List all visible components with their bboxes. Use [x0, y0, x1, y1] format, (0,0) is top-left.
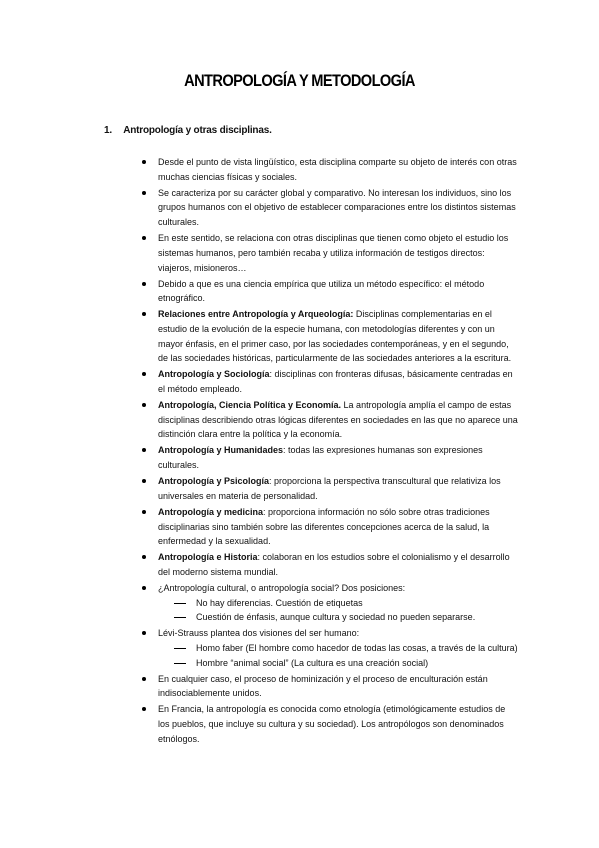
list-item	[139, 186, 519, 230]
sub-list	[158, 641, 519, 670]
list-item-text: Lévi-Strauss plantea dos visiones del ser humano:	[158, 628, 360, 639]
list-item-text: ¿Antropología cultural, o antropología social? Dos posiciones:	[158, 582, 406, 593]
list-item-text: Debido a que es una ciencia empírica que utiliza un método específico: el método etnográfico.	[158, 278, 485, 304]
list-item-text: : proporciona la perspectiva transcultural que relativiza los universales en materia de personalidad.	[158, 476, 501, 501]
bullet-dot-icon	[142, 707, 146, 711]
sub-list	[158, 596, 519, 625]
dash-bullet-icon	[174, 603, 186, 604]
bullet-dot-icon	[142, 403, 146, 407]
list-item-bold-term: Antropología y medicina	[158, 506, 264, 517]
list-item	[139, 581, 519, 625]
list-item-text: : disciplinas con fronteras difusas, básicamente centradas en el método empleado.	[158, 369, 513, 395]
bullet-dot-icon	[142, 631, 146, 635]
bullet-list	[139, 155, 519, 748]
list-item	[139, 231, 519, 275]
list-item	[139, 367, 519, 396]
bullet-dot-icon	[142, 586, 146, 590]
list-item-text: Se caracteriza por su carácter global y comparativo. No interesan los individuos, sino los grupos humanos con el objetivo de establecer comparaciones entre los distintos sistemas culturales.	[158, 187, 516, 228]
list-item-text: En Francia, la antropología es conocida como etnología (etimológicamente estudios de los pueblos, que incluye su cultura y su sociedad). Los antropólogos son denominados etnólogos.	[158, 704, 506, 744]
list-item-text: Disciplinas complementarias en el estudio de la evolución de la especie humana, con metodologías diferentes y con un mayor énfasis, en el primer caso, por las sociedades contemporáneas, y en el segundo, de las sociedades históricas, particularmente de las sociedades anteriores a la escritura.	[158, 309, 512, 364]
bullet-dot-icon	[142, 510, 146, 514]
list-item-bold-term: Antropología, Ciencia Política y Economía.	[158, 400, 342, 411]
section-heading	[104, 125, 272, 136]
sub-list-item-text: Cuestión de énfasis, aunque cultura y sociedad no pueden separarse.	[196, 612, 476, 623]
bullet-dot-icon	[142, 555, 146, 559]
sub-list-item	[158, 641, 519, 656]
dash-bullet-icon	[174, 617, 186, 618]
bullet-dot-icon	[142, 479, 146, 483]
list-item	[139, 307, 519, 366]
list-item-text: En este sentido, se relaciona con otras disciplinas que tienen como objeto el estudio los sistemas humanos, pero también recaba y utiliza información de testigos directos: viajeros, misioneros…	[158, 233, 509, 273]
list-item	[139, 672, 519, 701]
sub-list-item-text: Hombre “animal social” (La cultura es una creación social)	[196, 657, 429, 668]
bullet-dot-icon	[142, 236, 146, 240]
list-item	[139, 443, 519, 472]
list-item-text: La antropología amplía el campo de estas disciplinas describiendo otras lógicas diferentes en sociedades en las que no aparece una distinción clara entre la política y la economía.	[158, 400, 518, 440]
section-number: 1.	[104, 125, 112, 136]
list-item-bold-term: Antropología e Historia	[158, 552, 258, 563]
section-heading-text: Antropología y otras disciplinas.	[123, 125, 272, 136]
list-item	[139, 155, 519, 184]
list-item	[139, 702, 519, 746]
list-item	[139, 505, 519, 549]
list-item-text: : todas las expresiones humanas son expresiones culturales.	[158, 445, 483, 471]
sub-list-item	[158, 596, 519, 611]
dash-bullet-icon	[174, 663, 186, 664]
sub-list-item-text: Homo faber (El hombre como hacedor de todas las cosas, a través de la cultura)	[196, 643, 518, 654]
list-item	[139, 277, 519, 306]
list-item-bold-term: Antropología y Sociología	[158, 369, 270, 380]
bullet-dot-icon	[142, 448, 146, 452]
dash-bullet-icon	[174, 648, 186, 649]
list-item-text: : colaboran en los estudios sobre el colonialismo y el desarrollo del moderno sistema mundial.	[158, 552, 510, 577]
bullet-dot-icon	[142, 282, 146, 286]
bullet-dot-icon	[142, 160, 146, 164]
bullet-dot-icon	[142, 191, 146, 195]
list-item-bold-term: Antropología y Humanidades	[158, 445, 284, 456]
sub-list-item	[158, 656, 519, 671]
list-item	[139, 398, 519, 442]
bullet-dot-icon	[142, 677, 146, 681]
list-item	[139, 626, 519, 670]
bullet-dot-icon	[142, 372, 146, 376]
list-item-text: : proporciona información no sólo sobre otras tradiciones disciplinarias sino también sobre las diferentes concepciones acerca de la salud, la enfermedad y la sexualidad.	[158, 506, 490, 547]
document-title: ANTROPOLOGÍA Y METODOLOGÍA	[184, 71, 415, 90]
sub-list-item-text: No hay diferencias. Cuestión de etiquetas	[196, 597, 363, 608]
list-item	[139, 550, 519, 579]
list-item-bold-term: Relaciones entre Antropología y Arqueología:	[158, 309, 354, 320]
list-item-text: En cualquier caso, el proceso de hominización y el proceso de enculturación están indisociablemente unidos.	[158, 673, 488, 699]
bullet-dot-icon	[142, 312, 146, 316]
sub-list-item	[158, 610, 519, 625]
list-item-bold-term: Antropología y Psicología	[158, 476, 270, 487]
list-item-text: Desde el punto de vista lingüístico, esta disciplina comparte su objeto de interés con otras muchas ciencias físicas y sociales.	[158, 157, 517, 182]
list-item	[139, 474, 519, 503]
